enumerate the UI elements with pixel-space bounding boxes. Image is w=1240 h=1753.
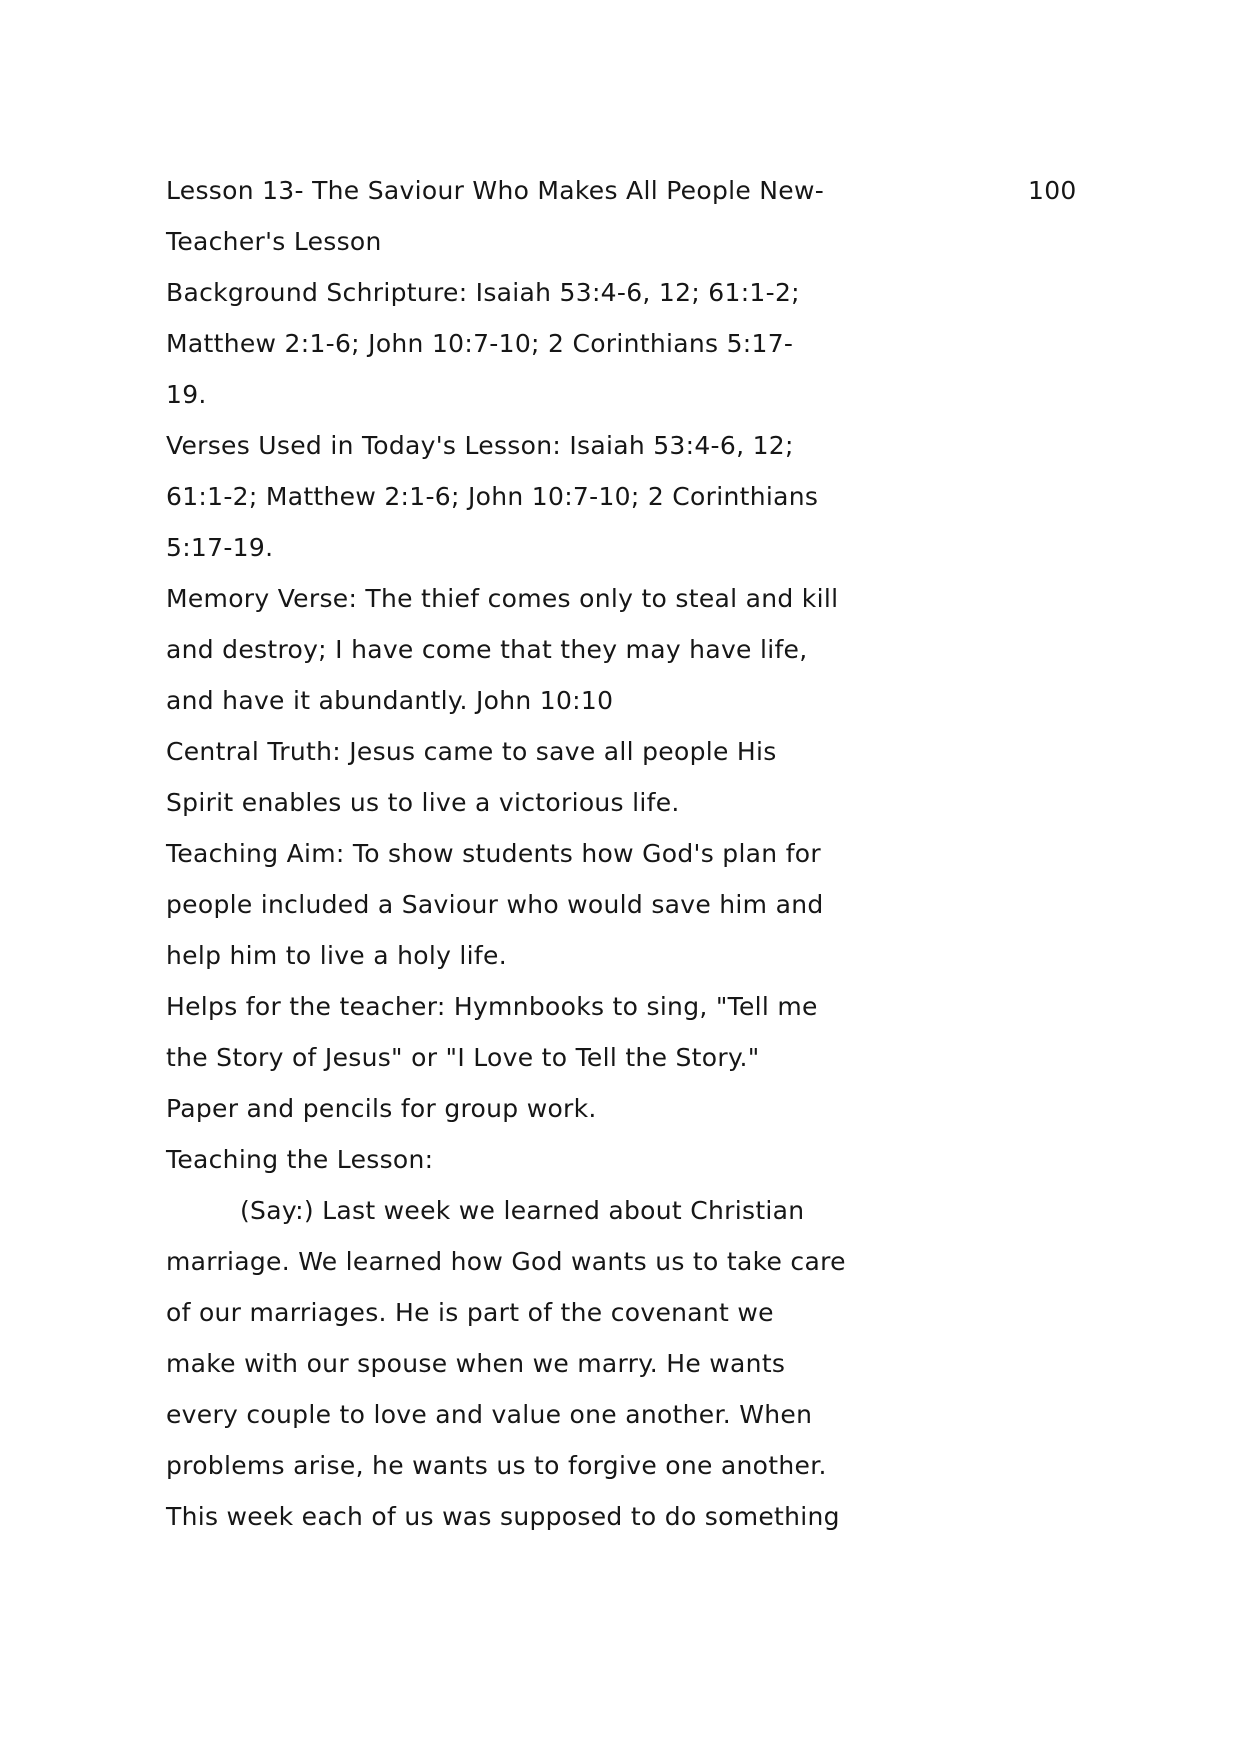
lesson-title-line: Lesson 13- The Saviour Who Makes All People New- [166, 176, 825, 205]
paragraph-line: marriage. We learned how God wants us to take care [166, 1247, 846, 1276]
teacher-helps-line: Paper and pencils for group work. [166, 1094, 597, 1123]
paragraph-line: every couple to love and value one another. When [166, 1400, 813, 1429]
paragraph-line: problems arise, he wants us to forgive one another. [166, 1451, 827, 1480]
teaching-aim-line: people included a Saviour who would save him and [166, 890, 824, 919]
page-number: 100 [1028, 176, 1077, 205]
memory-verse-line: Memory Verse: The thief comes only to steal and kill [166, 584, 839, 613]
memory-verse-line: and destroy; I have come that they may have life, [166, 635, 808, 664]
teacher-helps-line: the Story of Jesus" or "I Love to Tell the Story." [166, 1043, 760, 1072]
paragraph-line: (Say:) Last week we learned about Christian [240, 1196, 805, 1225]
teaching-aim-line: help him to live a holy life. [166, 941, 507, 970]
paragraph-line: of our marriages. He is part of the covenant we [166, 1298, 774, 1327]
verses-used-line: 61:1-2; Matthew 2:1-6; John 10:7-10; 2 Corinthians [166, 482, 819, 511]
teacher-helps-line: Helps for the teacher: Hymnbooks to sing, "Tell me [166, 992, 818, 1021]
lesson-text [166, 176, 846, 1553]
memory-verse-line: and have it abundantly. John 10:10 [166, 686, 614, 715]
paragraph-line: This week each of us was supposed to do something [166, 1502, 840, 1531]
background-scripture-line: Background Schripture: Isaiah 53:4-6, 12; 61:1-2; [166, 278, 800, 307]
lesson-subtitle-line: Teacher's Lesson [166, 227, 382, 256]
background-scripture-line: Matthew 2:1-6; John 10:7-10; 2 Corinthians 5:17- [166, 329, 794, 358]
paragraph-line: make with our spouse when we marry. He wants [166, 1349, 786, 1378]
background-scripture-line: 19. [166, 380, 207, 409]
verses-used-line: 5:17-19. [166, 533, 274, 562]
verses-used-line: Verses Used in Today's Lesson: Isaiah 53:4-6, 12; [166, 431, 794, 460]
teaching-heading-line: Teaching the Lesson: [166, 1145, 434, 1174]
teaching-aim-line: Teaching Aim: To show students how God's plan for [166, 839, 821, 868]
central-truth-line: Central Truth: Jesus came to save all people His [166, 737, 777, 766]
central-truth-line: Spirit enables us to live a victorious life. [166, 788, 680, 817]
